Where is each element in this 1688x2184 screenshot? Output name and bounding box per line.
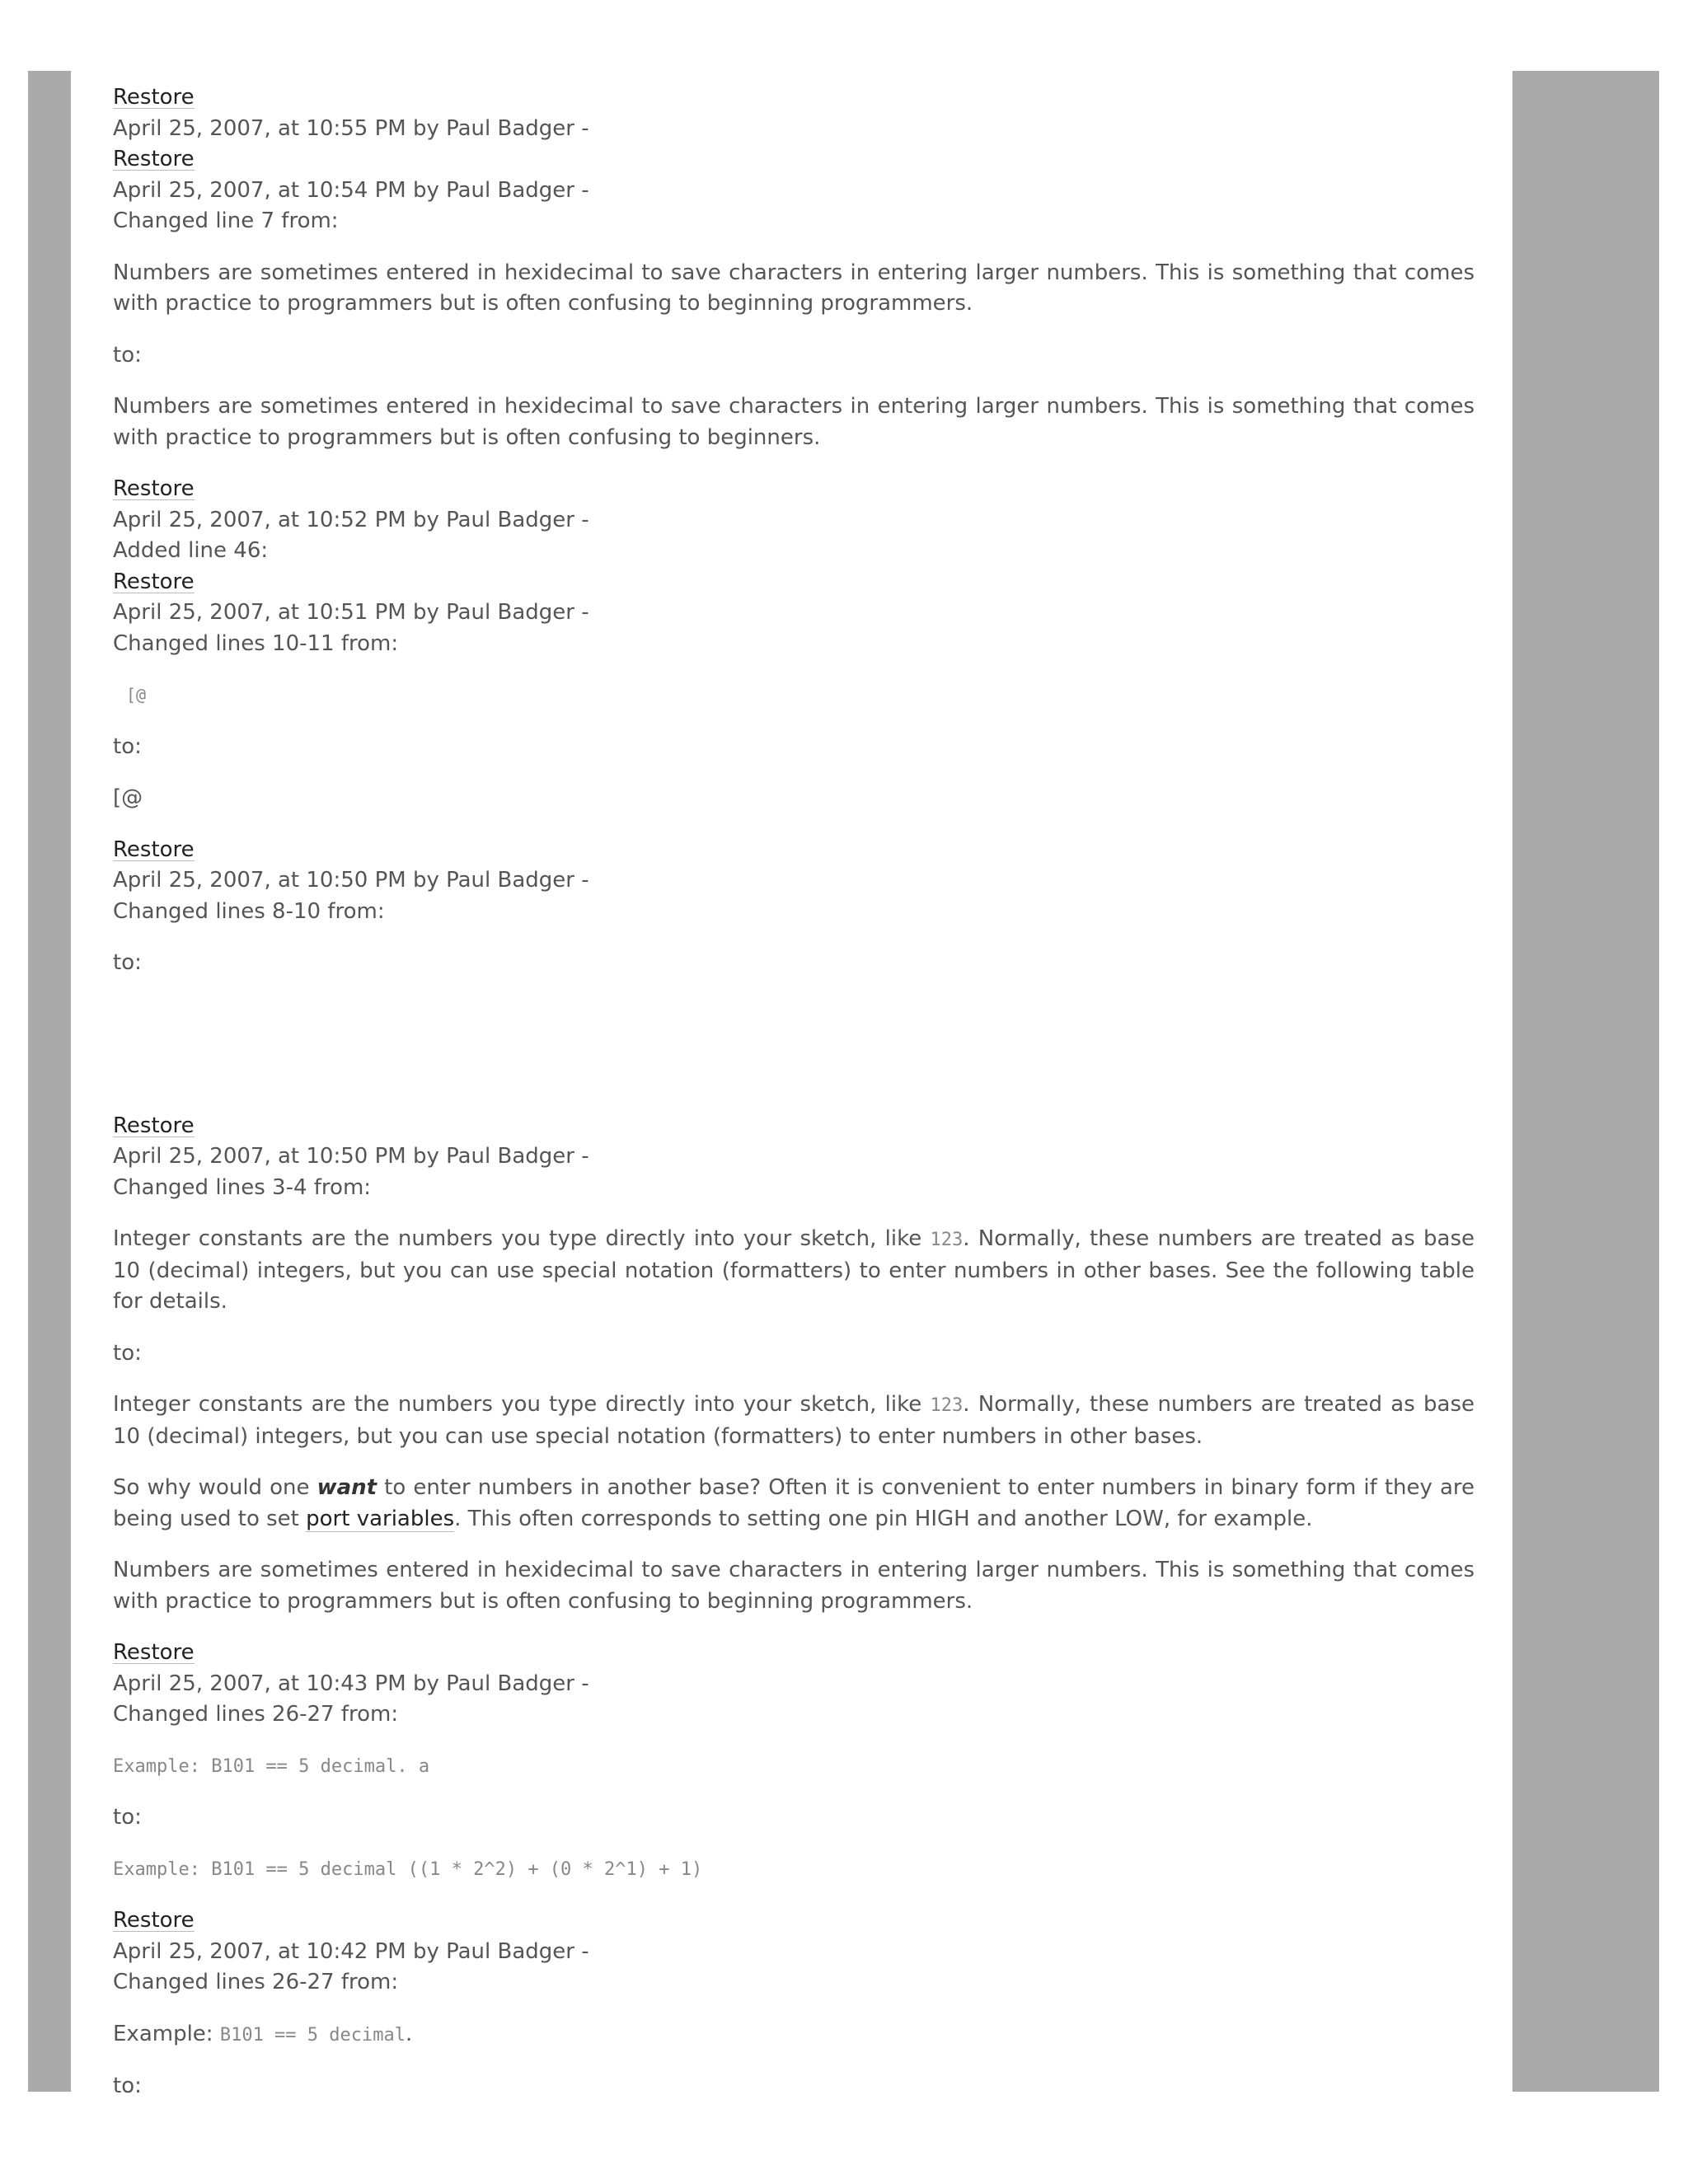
- inline-code: 123: [930, 1230, 964, 1250]
- revision-meta: April 25, 2007, at 10:42 PM by Paul Badger -: [113, 1938, 589, 1964]
- diff-to-text: So why would one want to enter numbers in another base? Often it is convenient to enter numbers in binary form if they are being used to set port variables. This often corresponds to setting one pin HIGH and another LOW, for example.: [113, 1475, 1475, 1531]
- revision-meta: April 25, 2007, at 10:50 PM by Paul Badger -: [113, 1144, 589, 1169]
- port-variables-link[interactable]: port variables: [306, 1506, 455, 1531]
- change-summary: Changed lines 8-10 from:: [113, 898, 385, 924]
- change-summary: Changed lines 10-11 from:: [113, 630, 399, 656]
- restore-link[interactable]: Restore: [113, 837, 195, 862]
- restore-link[interactable]: Restore: [113, 1113, 195, 1138]
- diff-to-label: to:: [113, 733, 142, 759]
- emphasis: want: [316, 1475, 377, 1500]
- diff-to-text: Numbers are sometimes entered in hexidecimal to save characters in entering larger numbers. This is something that comes with practice to programmers but is often confusing to beginners.: [113, 394, 1475, 450]
- diff-from-text: Integer constants are the numbers you type directly into your sketch, like 123. Normally, these numbers are treated as base 10 (decimal) integers, but you can use special notation (formatters) to enter numbers in other bases. See the following table for details.: [113, 1226, 1475, 1314]
- inline-code: 123: [930, 1395, 964, 1416]
- empty-diff-block: [113, 1000, 1475, 1111]
- change-summary: Changed lines 26-27 from:: [113, 1970, 399, 1994]
- diff-to-label: to:: [113, 2074, 142, 2093]
- diff-to-label: to:: [113, 1340, 142, 1366]
- diff-from-code: Example: B101 == 5 decimal. a: [113, 1755, 430, 1777]
- restore-link[interactable]: Restore: [113, 1640, 195, 1665]
- right-sidebar-bar: [1512, 71, 1659, 2092]
- diff-from-text: Example: B101 == 5 decimal.: [113, 2021, 413, 2046]
- revision-meta: April 25, 2007, at 10:54 PM by Paul Badger -: [113, 177, 589, 203]
- diff-to-label: to:: [113, 1805, 142, 1830]
- left-sidebar-bar: [28, 71, 71, 2092]
- diff-to-label: to:: [113, 950, 142, 975]
- revision-meta: April 25, 2007, at 10:52 PM by Paul Badger -: [113, 507, 589, 532]
- restore-link[interactable]: Restore: [113, 476, 195, 501]
- restore-link[interactable]: Restore: [113, 85, 195, 110]
- change-summary: Added line 46:: [113, 538, 269, 563]
- diff-to-text: [@: [113, 785, 143, 810]
- change-summary: Changed lines 26-27 from:: [113, 1702, 399, 1727]
- diff-to-text: Integer constants are the numbers you type directly into your sketch, like 123. Normally, these numbers are treated as base 10 (decimal) integers, but you can use special notation (formatters) to enter numbers in other bases.: [113, 1392, 1475, 1449]
- inline-code: B101 == 5 decimal: [219, 2024, 406, 2046]
- revision-meta: April 25, 2007, at 10:55 PM by Paul Badger -: [113, 115, 589, 141]
- change-summary: Changed line 7 from:: [113, 209, 339, 233]
- revision-meta: April 25, 2007, at 10:51 PM by Paul Badger -: [113, 600, 589, 625]
- diff-to-code: Example: B101 == 5 decimal ((1 * 2^2) + (0 * 2^1) + 1): [113, 1858, 703, 1880]
- diff-to-text: Numbers are sometimes entered in hexidecimal to save characters in entering larger numbers. This is something that comes with practice to programmers but is often confusing to beginning programmers.: [113, 1558, 1475, 1614]
- diff-to-label: to:: [113, 342, 142, 368]
- change-summary: Changed lines 3-4 from:: [113, 1174, 372, 1200]
- restore-link[interactable]: Restore: [113, 569, 195, 594]
- diff-from-text: Numbers are sometimes entered in hexidecimal to save characters in entering larger numbers. This is something that comes with practice to programmers but is often confusing to beginning programmers.: [113, 260, 1475, 316]
- page-history-content: [113, 82, 1475, 2093]
- restore-link[interactable]: Restore: [113, 147, 195, 171]
- restore-link[interactable]: Restore: [113, 1908, 195, 1933]
- revision-meta: April 25, 2007, at 10:43 PM by Paul Badger -: [113, 1671, 589, 1696]
- diff-from-code: [@: [126, 685, 147, 705]
- revision-meta: April 25, 2007, at 10:50 PM by Paul Badger -: [113, 868, 589, 893]
